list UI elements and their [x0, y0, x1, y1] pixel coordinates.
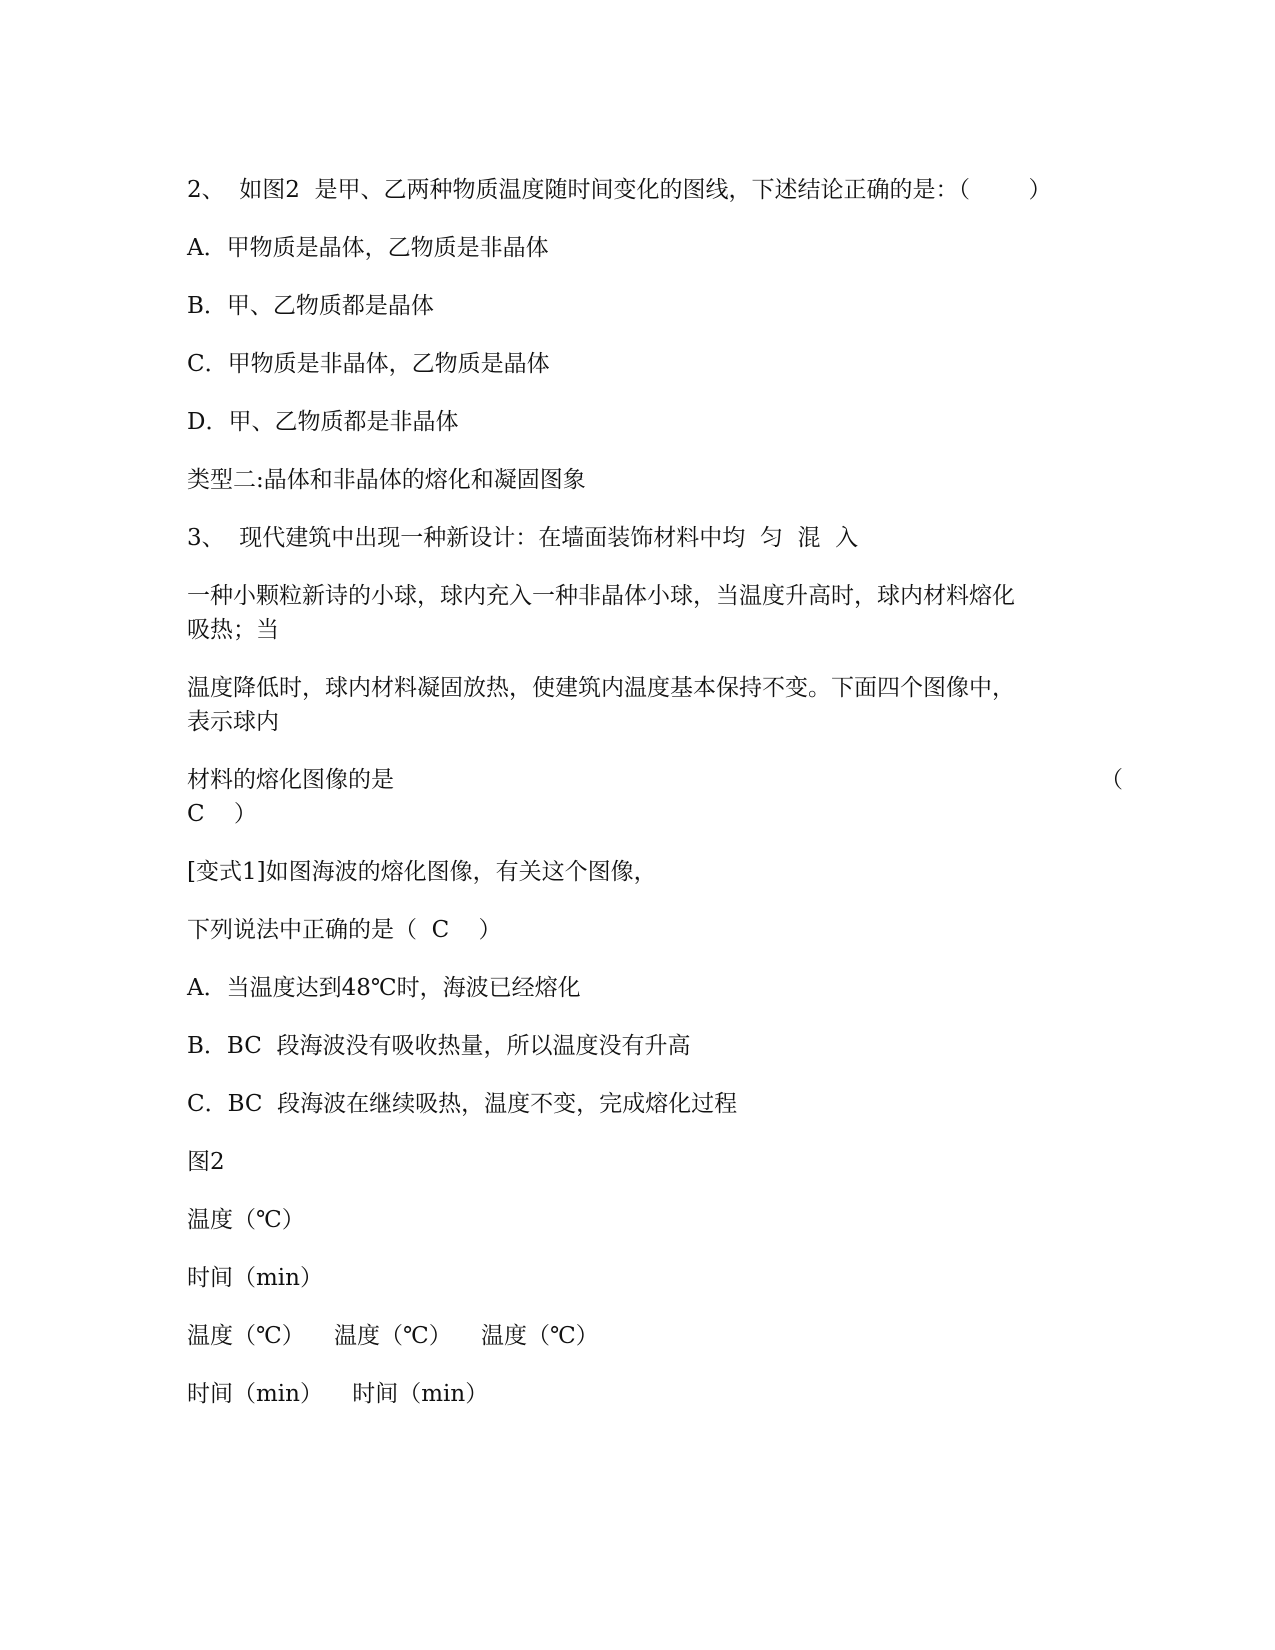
figure-temperature-label: 温度（℃）	[187, 1207, 305, 1233]
question-2-option-c: C．甲物质是非晶体，乙物质是晶体	[187, 351, 550, 377]
variant-1-stem-line-2: 下列说法中正确的是（ C ）	[187, 917, 502, 943]
figure-temperature-labels-row: 温度（℃） 温度（℃） 温度（℃）	[187, 1323, 599, 1349]
question-3-stem-line-1: 3、 现代建筑中出现一种新设计：在墙面装饰材料中均 匀 混 入	[187, 525, 859, 551]
variant-1-option-c: C．BC 段海波在继续吸热，温度不变，完成熔化过程	[187, 1091, 738, 1117]
section-heading: 类型二:晶体和非晶体的熔化和凝固图象	[187, 467, 586, 493]
question-3-stem-line-3a: 温度降低时，球内材料凝固放热，使建筑内温度基本保持不变。下面四个图像中，	[187, 675, 1015, 701]
question-2-option-b: B．甲、乙物质都是晶体	[187, 293, 434, 319]
question-3-stem-line-2b: 吸热；当	[187, 617, 279, 643]
figure-caption: 图2	[187, 1149, 225, 1175]
question-2-option-d: D．甲、乙物质都是非晶体	[187, 409, 459, 435]
question-3-answer: C ）	[187, 801, 257, 827]
question-3-stem-line-4: 材料的熔化图像的是	[187, 767, 394, 793]
question-3-stem-line-2a: 一种小颗粒新诗的小球，球内充入一种非晶体小球，当温度升高时，球内材料熔化	[187, 583, 1015, 609]
question-2-stem: 2、 如图2 是甲、乙两种物质温度随时间变化的图线，下述结论正确的是：（ ）	[187, 177, 1052, 203]
question-2-option-a: A．甲物质是晶体，乙物质是非晶体	[187, 235, 549, 261]
variant-1-stem-line-1: [变式1]如图海波的熔化图像，有关这个图像，	[187, 859, 657, 885]
variant-1-option-a: A．当温度达到48℃时，海波已经熔化	[187, 975, 581, 1001]
figure-time-labels-row: 时间（min） 时间（min）	[187, 1381, 489, 1407]
question-3-stem-line-3b: 表示球内	[187, 709, 279, 735]
question-3-answer-paren: （	[1100, 767, 1123, 793]
figure-time-label: 时间（min）	[187, 1265, 323, 1291]
variant-1-option-b: B．BC 段海波没有吸收热量，所以温度没有升高	[187, 1033, 691, 1059]
